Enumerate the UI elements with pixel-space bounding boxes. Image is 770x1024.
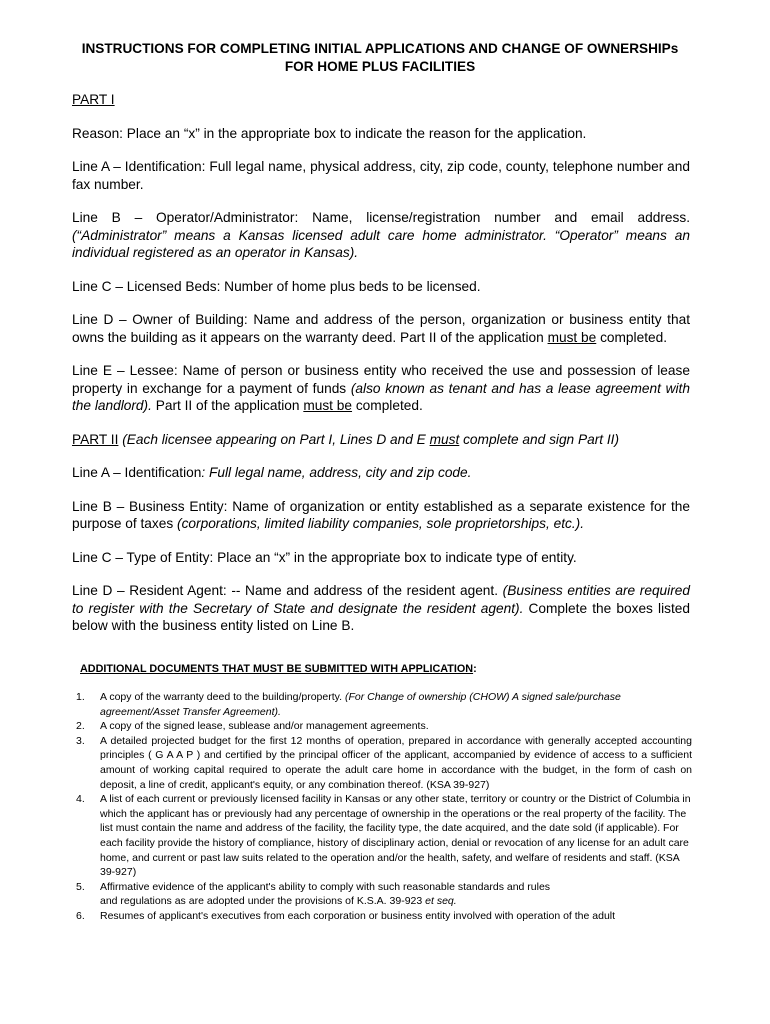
list-item-number: 1.	[76, 691, 85, 703]
list-item-number: 2.	[76, 720, 85, 733]
part1-line-e-note: (also known as tenant and has a lease agreement with the landlord).	[72, 380, 690, 413]
part2-line-b-text: Line B – Business Entity: Name of organization or entity established as a separate existence for the purpose of taxes	[72, 498, 690, 531]
list-item	[72, 690, 692, 719]
title-line-1: INSTRUCTIONS FOR COMPLETING INITIAL APPLICATIONS AND CHANGE OF OWNERSHIPs	[81, 41, 679, 56]
part1-line-e-end: completed.	[352, 398, 423, 413]
part1-line-a: Line A – Identification: Full legal name, physical address, city, zip code, county, telephone number and fax number.	[72, 159, 690, 192]
part1-line-e-emph: must be	[303, 398, 353, 413]
list-item	[72, 880, 692, 909]
part2-line-d	[72, 582, 690, 635]
list-item-text-main: A copy of the warranty deed to the building/property.	[100, 691, 345, 703]
additional-documents-heading-text: ADDITIONAL DOCUMENTS THAT MUST BE SUBMITTED WITH APPLICATION	[80, 663, 474, 675]
list-item-text-note: (For Change of ownership (CHOW) A signed sale/purchase agreement/Asset Transfer Agreement).	[100, 691, 621, 718]
list-item-number: 3.	[76, 734, 85, 747]
part1-line-d-text: Line D – Owner of Building: Name and address of the person, organization or business entity that owns the building as it appears on the warranty deed. Part II of the application	[72, 312, 690, 345]
list-item-text	[100, 690, 692, 719]
part1-heading	[72, 91, 690, 109]
list-item	[72, 719, 692, 734]
part2-heading-note-must: must	[429, 431, 460, 447]
part1-line-b	[72, 209, 690, 262]
part1-line-d	[72, 311, 690, 346]
list-item-text: A detailed projected budget for the first 12 months of operation, prepared in accordance with generally accepted accounting principles ( G A A P ) and certified by the principal officer of the applicant, accompanied by evidence of access to a sufficient amount of working capital required to operate the adult care home in accordance with the budget, in the form of cash on deposit, a line of credit, applicant's equity, or any combination thereof. (KSA 39-927)	[100, 734, 692, 791]
list-item-number: 5.	[76, 880, 85, 893]
part1-line-b-main: Line B – Operator/Administrator: Name, license/registration number and email address.	[72, 210, 690, 225]
part1-line-c: Line C – Licensed Beds: Number of home plus beds to be licensed.	[72, 278, 481, 294]
part2-heading-text: PART II	[72, 431, 119, 447]
part2-line-b-note: (corporations, limited liability companies, sole proprietorships, etc.).	[177, 516, 585, 531]
list-item-text: A list of each current or previously licensed facility in Kansas or any other state, territory or country or the District of Columbia in which the applicant has or previously had any percentage of ownership in the operations or the real property of the facility. The list must contain the name and address of the facility, the facility type, the date acquired, and the date sold (if applicable). For each facility provide the history of compliance, history of disciplinary action, denial or revocation of any license for an adult care home, and current or past law suits related to the operation and/or the health, safety, and welfare of residents and staff. (KSA 39-927)	[100, 793, 691, 879]
part2-line-d-note: (Business entities are required to register with the Secretary of State and designate the resident agent).	[72, 583, 690, 616]
part2-heading-note-b: complete and sign Part II)	[459, 431, 620, 447]
part1-line-e	[72, 362, 690, 415]
part2-line-a-note: : Full legal name, address, city and zip code.	[201, 465, 472, 480]
instructions-body	[72, 91, 690, 651]
list-item-text-note: et seq.	[425, 895, 457, 908]
part2-heading-note-a: (Each licensee appearing on Part I, Lines D and E	[118, 431, 430, 447]
list-item-text-main: Affirmative evidence of the applicant's ability to comply with such reasonable standards and rules and regulations as are adopted under the provisions of K.S.A. 39-923	[100, 880, 551, 908]
page-title	[60, 40, 700, 76]
list-item-number: 6.	[76, 909, 85, 922]
list-item	[72, 734, 692, 792]
list-item-text: Resumes of applicant's executives from each corporation or business entity involved with operation of the adult	[100, 909, 616, 922]
additional-documents-heading	[80, 663, 477, 675]
list-item-text: A copy of the signed lease, sublease and/or management agreements.	[100, 720, 429, 733]
title-line-2: FOR HOME PLUS FACILITIES	[284, 59, 476, 74]
part1-heading-text: PART I	[72, 92, 115, 107]
list-item	[72, 792, 692, 880]
part1-line-d-emph: must be	[547, 329, 597, 345]
part2-line-d-text: Line D – Resident Agent: -- Name and address of the resident agent.	[72, 583, 503, 598]
list-item	[72, 909, 692, 924]
list-item-number: 4.	[76, 793, 85, 806]
part2-line-c: Line C – Type of Entity: Place an “x” in the appropriate box to indicate type of entity.	[72, 549, 577, 565]
part1-line-b-note: (“Administrator” means a Kansas licensed adult care home administrator. “Operator” means an individual registered as an operator in Kansas).	[72, 227, 690, 260]
additional-documents-list	[72, 690, 692, 924]
list-item-text	[100, 880, 570, 909]
part2-line-d-end: Complete the boxes listed below with the business entity listed on Line B.	[72, 600, 690, 633]
additional-documents-heading-colon: :	[473, 663, 477, 675]
part2-line-a-text: Line A – Identification	[72, 465, 202, 480]
part1-reason: Reason: Place an “x” in the appropriate box to indicate the reason for the application.	[72, 125, 587, 141]
part1-line-e-mid: Part II of the application	[151, 398, 304, 413]
part2-line-a	[72, 464, 690, 482]
part1-line-e-text: Line E – Lessee: Name of person or business entity who received the use and possession of lease property in exchange for a payment of funds	[72, 363, 690, 396]
part1-line-d-end: completed.	[596, 329, 668, 345]
part2-line-b	[72, 498, 690, 533]
part2-heading	[72, 431, 690, 449]
